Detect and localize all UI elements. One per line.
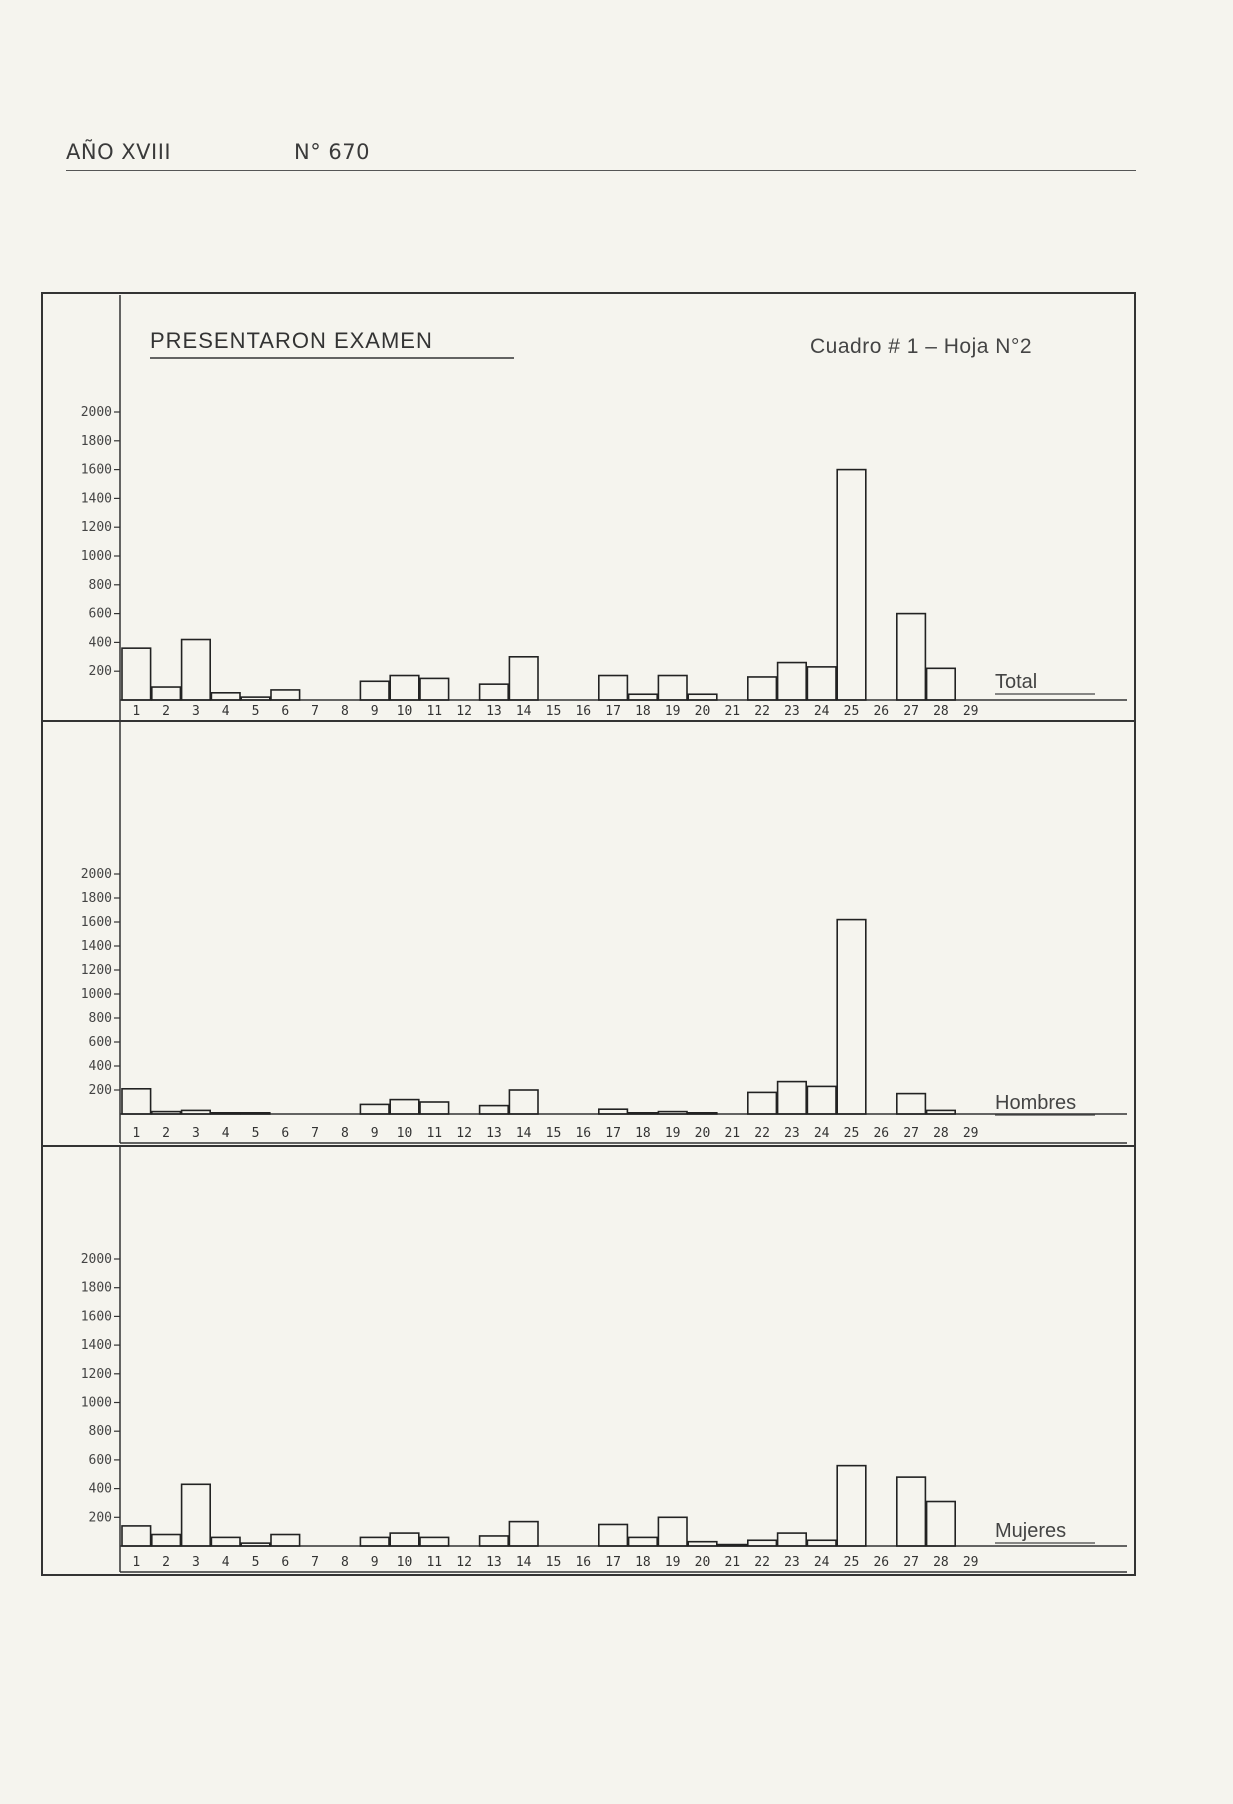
category-label: 17 <box>605 1126 621 1141</box>
y-tick-label: 1000 <box>80 1395 112 1411</box>
bar <box>420 678 449 700</box>
category-label: 17 <box>605 704 621 719</box>
category-label: 14 <box>515 704 532 719</box>
y-tick-label: 600 <box>88 1452 112 1468</box>
bar <box>152 687 181 700</box>
category-label: 4 <box>221 1555 230 1570</box>
category-label: 15 <box>545 704 562 719</box>
bar <box>927 668 956 700</box>
y-tick-label: 1600 <box>80 462 112 478</box>
category-label: 18 <box>635 704 651 719</box>
category-label: 7 <box>311 1126 320 1141</box>
chart-subtitle: Cuadro # 1 – Hoja N°2 <box>810 335 1033 358</box>
bar <box>182 1110 211 1114</box>
category-label: 4 <box>221 1126 230 1141</box>
category-label: 18 <box>635 1126 651 1141</box>
y-tick-label: 1200 <box>80 520 112 536</box>
category-label: 24 <box>813 1126 830 1141</box>
bar <box>629 694 658 700</box>
journal-year: AÑO XVIII <box>66 140 172 164</box>
bar <box>688 1542 717 1546</box>
category-label: 2 <box>162 1126 171 1141</box>
category-label: 10 <box>396 1126 413 1141</box>
category-label: 27 <box>903 1126 919 1141</box>
panel-label: Hombres <box>995 1092 1077 1114</box>
y-tick-label: 2000 <box>80 405 112 420</box>
y-tick-label: 200 <box>88 664 112 680</box>
category-label: 1 <box>132 704 141 719</box>
y-tick-label: 600 <box>88 1035 112 1050</box>
category-label: 10 <box>396 1555 413 1570</box>
category-label: 26 <box>873 1555 890 1570</box>
category-label: 20 <box>694 704 711 719</box>
y-tick-label: 1600 <box>80 915 112 930</box>
category-label: 12 <box>456 1126 472 1141</box>
panel-label: Mujeres <box>995 1520 1067 1542</box>
bar <box>658 1517 687 1546</box>
bar <box>360 1104 389 1114</box>
category-label: 21 <box>724 1126 741 1141</box>
bar <box>480 684 509 700</box>
bar <box>122 1089 151 1114</box>
category-label: 8 <box>340 704 349 719</box>
bar <box>211 1113 240 1114</box>
bar <box>509 1522 538 1546</box>
category-label: 29 <box>962 1126 979 1141</box>
category-label: 22 <box>754 704 770 719</box>
bar <box>658 676 687 700</box>
category-label: 20 <box>694 1126 711 1141</box>
y-tick-label: 1000 <box>80 549 112 564</box>
y-tick-label: 2000 <box>80 867 112 882</box>
bar <box>837 1466 866 1546</box>
category-label: 5 <box>251 704 260 719</box>
category-label: 23 <box>784 1126 800 1141</box>
category-label: 1 <box>132 1126 141 1141</box>
y-tick-label: 1800 <box>80 1280 112 1296</box>
category-label: 26 <box>873 704 890 719</box>
bar <box>748 677 777 700</box>
bar <box>599 676 628 700</box>
y-tick-label: 1400 <box>80 1338 112 1354</box>
figure-frame <box>42 293 1135 1575</box>
bar <box>778 1533 807 1546</box>
category-label: 9 <box>370 1555 379 1570</box>
category-label: 22 <box>754 1555 770 1570</box>
bar <box>897 614 926 700</box>
category-label: 11 <box>426 704 443 719</box>
category-label: 1 <box>132 1555 141 1570</box>
bar <box>182 640 211 700</box>
bar <box>629 1537 658 1546</box>
bar <box>778 1082 807 1114</box>
category-label: 8 <box>340 1126 349 1141</box>
category-label: 11 <box>426 1555 443 1570</box>
bar <box>241 1113 270 1114</box>
category-label: 24 <box>813 704 830 719</box>
y-tick-label: 400 <box>88 1481 112 1497</box>
y-tick-label: 600 <box>88 606 112 622</box>
y-tick-label: 1400 <box>80 939 112 954</box>
bar <box>152 1535 181 1546</box>
y-tick-label: 800 <box>88 1424 112 1440</box>
bar <box>271 690 300 700</box>
category-label: 9 <box>370 704 379 719</box>
category-label: 25 <box>843 1126 860 1141</box>
category-label: 3 <box>191 1126 200 1141</box>
bar <box>420 1537 449 1546</box>
category-label: 19 <box>664 1126 681 1141</box>
bar <box>688 1113 717 1114</box>
bar <box>360 1537 389 1546</box>
category-label: 28 <box>933 704 949 719</box>
category-label: 13 <box>486 1555 502 1570</box>
y-tick-label: 1800 <box>80 433 112 449</box>
chart-panels <box>42 295 1135 1572</box>
category-label: 21 <box>724 704 741 719</box>
category-label: 19 <box>664 1555 681 1570</box>
y-tick-label: 1200 <box>80 1366 112 1382</box>
category-label: 23 <box>784 704 800 719</box>
category-label: 8 <box>340 1555 349 1570</box>
category-label: 13 <box>486 1126 502 1141</box>
bar <box>420 1102 449 1114</box>
bar <box>897 1094 926 1114</box>
y-tick-label: 1200 <box>80 963 112 978</box>
category-label: 23 <box>784 1555 800 1570</box>
category-label: 7 <box>311 1555 320 1570</box>
category-label: 14 <box>515 1126 532 1141</box>
bar <box>211 693 240 700</box>
category-label: 12 <box>456 1555 472 1570</box>
bar <box>599 1109 628 1114</box>
category-label: 17 <box>605 1555 621 1570</box>
bar <box>271 1535 300 1546</box>
bar <box>658 1112 687 1114</box>
bar <box>211 1537 240 1546</box>
category-label: 24 <box>813 1555 830 1570</box>
bar <box>837 470 866 700</box>
bar <box>360 681 389 700</box>
category-label: 25 <box>843 1555 860 1570</box>
category-label: 10 <box>396 704 413 719</box>
category-label: 15 <box>545 1555 562 1570</box>
y-tick-label: 1400 <box>80 491 112 507</box>
category-label: 16 <box>575 1126 592 1141</box>
category-label: 16 <box>575 1555 592 1570</box>
bar <box>480 1536 509 1546</box>
bar <box>599 1524 628 1546</box>
bar <box>748 1092 777 1114</box>
category-label: 29 <box>962 704 979 719</box>
bar <box>927 1502 956 1546</box>
category-label: 15 <box>545 1126 562 1141</box>
bar <box>480 1106 509 1114</box>
category-label: 21 <box>724 1555 741 1570</box>
category-label: 20 <box>694 1555 711 1570</box>
bar <box>748 1540 777 1546</box>
bar <box>122 1526 151 1546</box>
y-tick-label: 2000 <box>80 1252 112 1267</box>
y-tick-label: 200 <box>88 1510 112 1526</box>
category-label: 2 <box>162 1555 171 1570</box>
bar <box>509 1090 538 1114</box>
bar <box>807 1540 836 1546</box>
category-label: 6 <box>281 704 290 719</box>
category-label: 14 <box>515 1555 532 1570</box>
y-tick-label: 1600 <box>80 1309 112 1325</box>
category-label: 11 <box>426 1126 443 1141</box>
category-label: 26 <box>873 1126 890 1141</box>
category-label: 3 <box>191 704 200 719</box>
category-label: 12 <box>456 704 472 719</box>
category-label: 27 <box>903 1555 919 1570</box>
bar <box>152 1112 181 1114</box>
bar <box>241 1543 270 1546</box>
category-label: 5 <box>251 1555 260 1570</box>
category-label: 28 <box>933 1126 949 1141</box>
bar <box>509 657 538 700</box>
category-label: 13 <box>486 704 502 719</box>
category-label: 2 <box>162 704 171 719</box>
bar <box>807 1086 836 1114</box>
y-tick-label: 800 <box>88 577 112 593</box>
category-label: 6 <box>281 1555 290 1570</box>
category-label: 6 <box>281 1126 290 1141</box>
bar <box>927 1110 956 1114</box>
bar <box>837 920 866 1114</box>
bar <box>390 1533 419 1546</box>
bar <box>718 1545 747 1546</box>
bar <box>241 697 270 700</box>
panel-label: Total <box>995 671 1038 693</box>
category-label: 29 <box>962 1555 979 1570</box>
bar <box>778 663 807 700</box>
bar <box>688 694 717 700</box>
category-label: 18 <box>635 1555 651 1570</box>
bar <box>629 1113 658 1114</box>
y-tick-label: 400 <box>88 1059 112 1074</box>
category-label: 9 <box>370 1126 379 1141</box>
category-label: 28 <box>933 1555 949 1570</box>
bar <box>390 676 419 700</box>
category-label: 19 <box>664 704 681 719</box>
category-label: 22 <box>754 1126 770 1141</box>
y-tick-label: 800 <box>88 1011 112 1026</box>
bar <box>897 1477 926 1546</box>
category-label: 3 <box>191 1555 200 1570</box>
category-label: 4 <box>221 704 230 719</box>
chart-title: PRESENTARON EXAMEN <box>150 328 433 353</box>
journal-number: N° 670 <box>294 140 370 164</box>
category-label: 16 <box>575 704 592 719</box>
category-label: 7 <box>311 704 320 719</box>
y-tick-label: 1000 <box>80 987 112 1002</box>
y-tick-label: 1800 <box>80 891 112 906</box>
y-tick-label: 200 <box>88 1083 112 1098</box>
category-label: 5 <box>251 1126 260 1141</box>
bar <box>390 1100 419 1114</box>
category-label: 25 <box>843 704 860 719</box>
bar <box>182 1484 211 1546</box>
category-label: 27 <box>903 704 919 719</box>
y-tick-label: 400 <box>88 635 112 651</box>
bar <box>122 648 151 700</box>
bar <box>807 667 836 700</box>
